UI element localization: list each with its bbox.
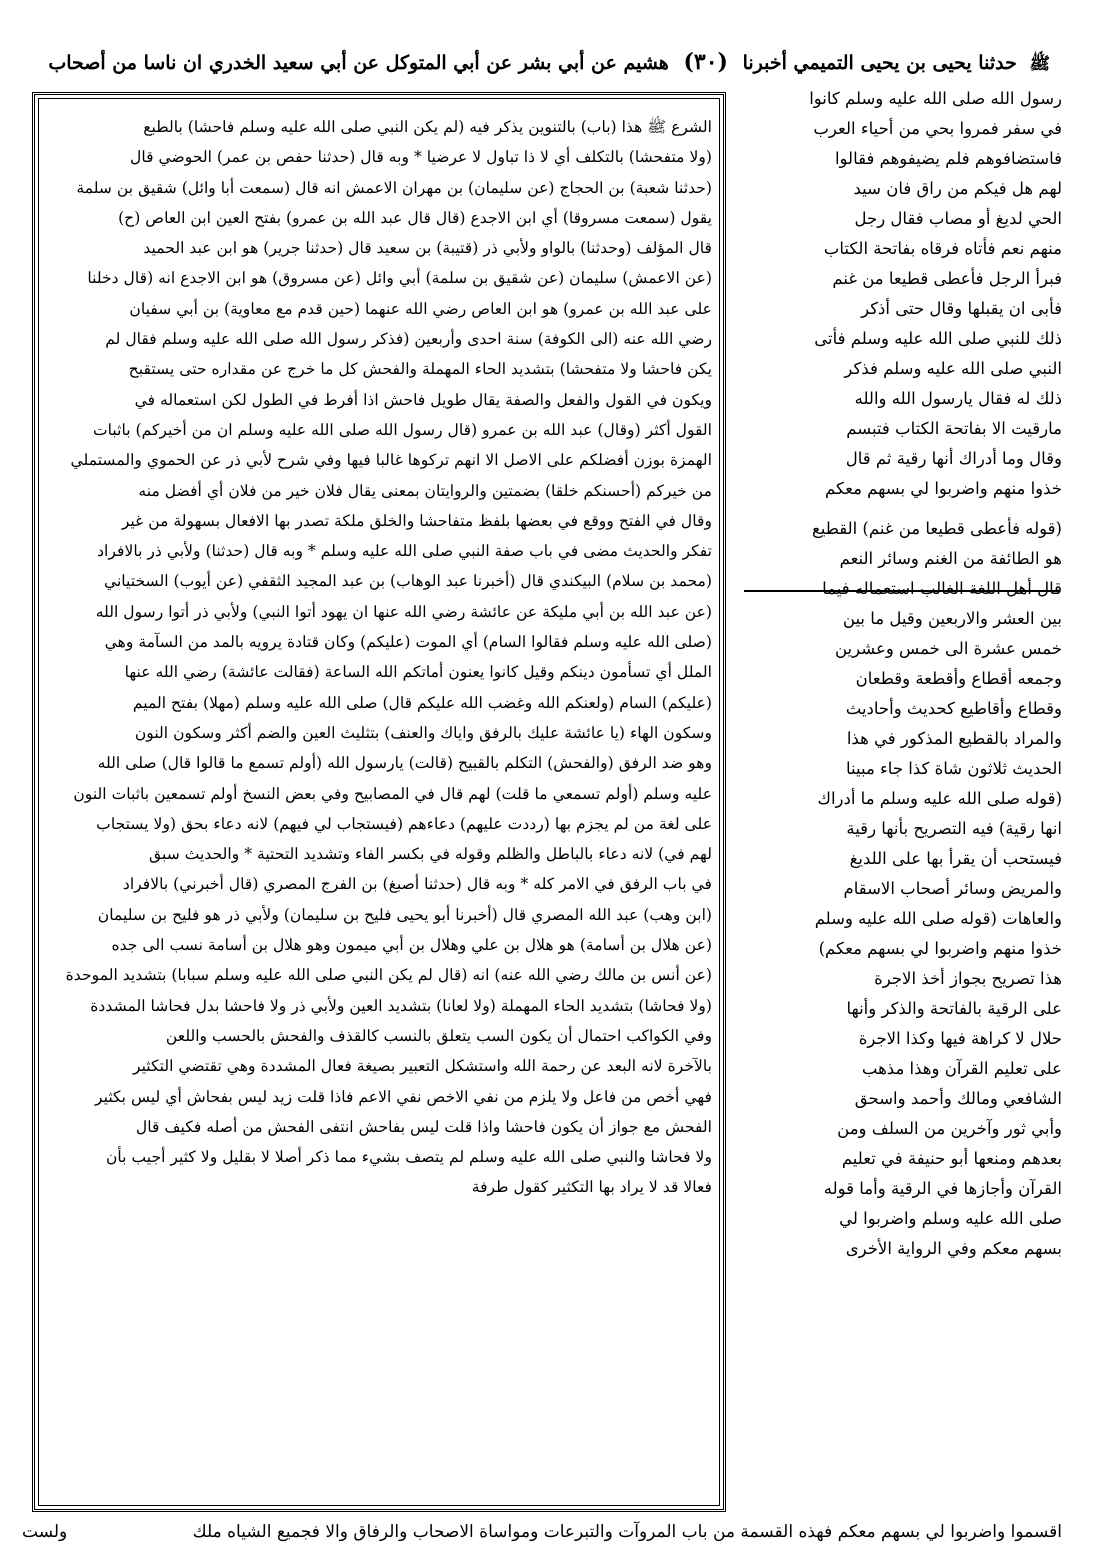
main-text-line: الفحش مع جواز أن يكون فاحشا واذا قلت ليس بفاحش انتفى الفحش من أصله فكيف قال: [135, 1117, 712, 1136]
main-text-body: [48, 112, 712, 1502]
margin-line: مارقيت الا بفاتحة الكتاب فتبسم: [846, 419, 1062, 438]
main-text-line: (عن الاعمش) سليمان (عن شقيق بن سلمة) أبي وائل (عن مسروق) هو ابن الاجدع انه (قال دخلنا: [87, 269, 712, 288]
main-text-line: (ولا فحاشا) بتشديد الحاء المهملة (ولا لعانا) بتشديد العين ولأبي ذر ولا فاحشا بدل فحاشا المشددة: [90, 996, 712, 1015]
header-text-right: حدثنا يحيى بن يحيى التميمي أخبرنا: [742, 52, 1017, 74]
margin-line: (قوله فأعطى قطيعا من غنم) القطيع: [811, 519, 1062, 538]
margin-line: وجمعه أقطاع وأقطعة وقطعان: [855, 669, 1062, 688]
main-text-line: (حدثنا شعبة) بن الحجاج (عن سليمان) بن مهران الاعمش انه قال (سمعت أبا وائل) شقيق بن سلمة: [76, 178, 712, 197]
main-text-line: ولا فحاشا والنبي صلى الله عليه وسلم لم يتصف بشيء مما ذكر أصلا لا بقليل ولا كثير أجيب بأن: [105, 1148, 712, 1167]
footer-catchword: ولست: [22, 1522, 68, 1542]
margin-line: لهم هل فيكم من راق فان سيد: [853, 179, 1062, 198]
margin-line: فيستحب أن يقرأ بها على اللديغ: [849, 849, 1062, 868]
main-text-line: (ولا متفحشا) بالتكلف أي لا ذا تباول لا عرضيا * وبه قال (حدثنا حفص بن عمر) الحوضي قال: [130, 148, 712, 167]
main-text-line: تفكر والحديث مضى في باب صفة النبي صلى الله عليه وسلم * وبه قال (حدثنا) ولأبي ذر بالافراد: [97, 542, 712, 561]
main-text-line: رضي الله عنه (الى الكوفة) سنة احدى وأربعين (فذكر رسول الله صلى الله عليه وسلم فقال لم: [105, 330, 712, 349]
margin-line: فاستضافوهم فلم يضيفوهم فقالوا: [834, 149, 1062, 168]
margin-line: صلى الله عليه وسلم واضربوا لي: [839, 1209, 1062, 1228]
margin-line: بين العشر والاربعين وقيل ما بين: [842, 609, 1062, 628]
margin-line: رسول الله صلى الله عليه وسلم كانوا: [809, 89, 1062, 108]
main-text-line: وهو ضد الرفق (والفحش) التكلم بالقبيح (قالت) يارسول الله (أولم تسمع ما قالوا قال) صلى الله: [97, 754, 712, 773]
header-symbol-icon: ﷺ: [1029, 54, 1050, 74]
margin-line: ذلك له فقال يارسول الله والله: [854, 389, 1062, 408]
margin-line: في سفر فمروا بحي من أحياء العرب: [813, 119, 1062, 138]
main-text-line: (ابن وهب) عبد الله المصري قال (أخبرنا أبو يحيى فليح بن سليمان) ولأبي ذر هو فليح بن سليمان: [97, 905, 712, 924]
margin-line: قال أهل اللغة الغالب استعماله فيما: [822, 579, 1062, 598]
main-text-line: فهي أخص من فاعل ولا يلزم من نفي الاخص نفي الاعم فاذا قلت زيد ليس بفحاش أي ليس بكثير: [95, 1087, 712, 1106]
main-text-line: (عن أنس بن مالك رضي الله عنه) انه (قال لم يكن النبي صلى الله عليه وسلم سبابا) بتشديد الموحدة: [65, 966, 712, 985]
main-text-line: قال المؤلف (وحدثنا) بالواو ولأبي ذر (قتيبة) بن سعيد قال (حدثنا جرير) هو ابن عبد الحميد: [143, 239, 712, 258]
main-text-line: (عن عبد الله بن أبي مليكة عن عائشة رضي الله عنها ان يهود أتوا النبي) ولأبي ذر أتوا رسول الله: [95, 602, 712, 621]
margin-line: ذلك للنبي صلى الله عليه وسلم فأتى: [814, 329, 1062, 348]
margin-spacer: [746, 504, 1062, 514]
margin-lower-block: [746, 514, 1062, 1264]
main-text-line: (صلى الله عليه وسلم فقالوا السام) أي الموت (عليكم) وكان قتادة يرويه بالمد من السآمة وهي: [104, 633, 712, 652]
margin-line: القرآن وأجازها في الرقية وأما قوله: [823, 1179, 1062, 1198]
header-text-left: هشيم عن أبي بشر عن أبي المتوكل عن أبي سعيد الخدري ان ناسا من أصحاب: [48, 52, 669, 74]
margin-line: هذا تصريح بجواز أخذ الاجرة: [874, 969, 1062, 988]
margin-line: فبرأ الرجل فأعطى قطيعا من غنم: [832, 269, 1062, 288]
margin-line: وأبي ثور وآخرين من السلف ومن: [837, 1119, 1062, 1138]
page-header: [34, 40, 1050, 84]
margin-line: والمريض وسائر أصحاب الاسقام: [843, 879, 1062, 898]
margin-line: انها رقية) فيه التصريح بأنها رقية: [846, 819, 1062, 838]
main-text-line: عليه وسلم (أولم تسمعي ما قلت) لهم قال في المصابيح وفي بعض النسخ أولم تسمعين باثبات النون: [73, 784, 712, 803]
main-text-line: (محمد بن سلام) البيكندي قال (أخبرنا عبد الوهاب) بن عبد المجيد الثقفي (عن أيوب) السختياني: [103, 572, 712, 591]
main-text-line: [48, 1203, 712, 1233]
margin-line: منهم نعم فأتاه فرقاه بفاتحة الكتاب: [823, 239, 1062, 258]
margin-line: خمس عشرة الى خمس وعشرين: [835, 639, 1062, 658]
margin-commentary: [746, 84, 1062, 1514]
margin-line: (قوله صلى الله عليه وسلم ما أدراك: [817, 789, 1062, 808]
margin-line: الشافعي ومالك وأحمد واسحق: [854, 1089, 1062, 1108]
main-text-line: في باب الرفق في الامر كله * وبه قال (حدثنا أصبغ) بن الفرج المصري (قال أخبرني) بالافراد: [122, 875, 712, 894]
margin-line: فأبى ان يقبلها وقال حتى أذكر: [861, 299, 1062, 318]
main-text-line: لهم في) لانه دعاء بالباطل والظلم وقوله في بكسر الفاء وتشديد التحتية * والحديث سبق: [149, 845, 712, 864]
margin-line: على الرقية بالفاتحة والذكر وأنها: [846, 999, 1062, 1018]
margin-line: وقال وما أدراك أنها رقية ثم قال: [845, 449, 1062, 468]
main-text-line: الهمزة بوزن أفضلكم على الاصل الا انهم تركوها غالبا فيها وفي شرح لأبي ذر عن الحموي والمستملي: [70, 451, 712, 470]
main-text-line: الشرع ﷺ هذا (باب) بالتنوين يذكر فيه (لم يكن النبي صلى الله عليه وسلم فاحشا) بالطبع: [143, 118, 712, 136]
page-number: (٣٠): [683, 49, 728, 75]
main-text-line: على عبد الله بن عمرو) هو ابن العاص رضي الله عنهما (حين قدم مع معاوية) بن أبي سفيان: [129, 299, 712, 318]
margin-line: خذوا منهم واضربوا لي بسهم معكم): [818, 939, 1062, 958]
margin-line: والعاهات (قوله صلى الله عليه وسلم: [814, 909, 1062, 928]
page-footer: [22, 1516, 1062, 1548]
main-text-line: وقال في الفتح ووقع في بعضها بلفظ متفاحشا والخلق ملكة تصدر بها الافعال بسهولة من غير: [121, 511, 712, 530]
margin-line: الحديث ثلاثون شاة كذا جاء مبينا: [846, 759, 1062, 778]
margin-line: هو الطائفة من الغنم وسائر النعم: [839, 549, 1062, 568]
main-text-line: يكن فاحشا ولا متفحشا) بتشديد الحاء المهملة والفحش كل ما خرج عن مقداره حتى يستقبح: [128, 360, 712, 379]
margin-line: خذوا منهم واضربوا لي بسهم معكم: [825, 479, 1062, 498]
main-text-line: من خيركم (أحسنكم خلقا) بضمتين والروايتان بمعنى يقال فلان خير من فلان أي أفضل منه: [138, 481, 712, 500]
main-text-line: وسكون الهاء (يا عائشة عليك بالرفق واياك والعنف) بتثليث العين والضم أكثر وسكون النون: [134, 723, 712, 742]
margin-line: بسهم معكم وفي الرواية الأخرى: [845, 1239, 1062, 1258]
main-text-line: (عن هلال بن أسامة) هو هلال بن علي وهلال بن أبي ميمون وهو هلال بن أسامة نسب الى جده: [111, 936, 712, 955]
margin-divider: [744, 590, 1060, 592]
main-text-line: (عليكم) السام (ولعنكم الله وغضب الله عليكم قال) صلى الله عليه وسلم (مهلا) بفتح الميم: [132, 693, 712, 712]
main-text-line: يقول (سمعت مسروقا) أي ابن الاجدع (قال قال عبد الله بن عمرو) بفتح العين ابن العاص (ح): [118, 208, 712, 227]
margin-line: على تعليم القرآن وهذا مذهب: [861, 1059, 1062, 1078]
margin-line: والمراد بالقطيع المذكور في هذا: [846, 729, 1062, 748]
main-text-line: فعالا قد لا يراد بها التكثير كقول طرفة: [471, 1178, 712, 1197]
margin-upper-block: [746, 84, 1062, 504]
margin-line: وقطاع وأقاطيع كحديث وأحاديث: [845, 699, 1062, 718]
main-text-line: ويكون في القول والفعل والصفة يقال طويل فاحش اذا أفرط في الطول لكن استعماله في: [134, 390, 712, 409]
main-text-line: وفي الكواكب احتمال أن يكون السب يتعلق بالنسب كالقذف والفحش بالحسب واللعن: [165, 1026, 712, 1045]
main-text-line: القول أكثر (وقال) عبد الله بن عمرو (قال رسول الله صلى الله عليه وسلم ان من أخيركم) باثبات: [92, 420, 712, 439]
margin-line: النبي صلى الله عليه وسلم فذكر: [844, 359, 1062, 378]
footer-text: اقسموا واضربوا لي بسهم معكم فهذه القسمة من باب المروآت والتبرعات ومواساة الاصحاب والرفاق والا فجميع الشياه ملك: [192, 1522, 1062, 1542]
main-text-line: بالآخرة لانه البعد عن رحمة الله واستشكل التعبير بصيغة فعال المشددة وهي تقتضي التكثير: [133, 1057, 712, 1076]
main-text-line: على لغة من لم يجزم بها (رددت عليهم) دعاءهم (فيستجاب لي فيهم) لانه دعاء بحق (ولا يستجاب: [96, 814, 712, 833]
margin-line: بعدهم ومنعها أبو حنيفة في تعليم: [841, 1149, 1062, 1168]
margin-line: حلال لا كراهة فيها وكذا الاجرة: [858, 1029, 1062, 1048]
main-text-line: الملل أي تسأمون دينكم وقيل كانوا يعنون أماتكم الله الساعة (فقالت عائشة) رضي الله عنها: [124, 663, 712, 682]
margin-line: الحي لديغ أو مصاب فقال رجل: [854, 209, 1062, 228]
